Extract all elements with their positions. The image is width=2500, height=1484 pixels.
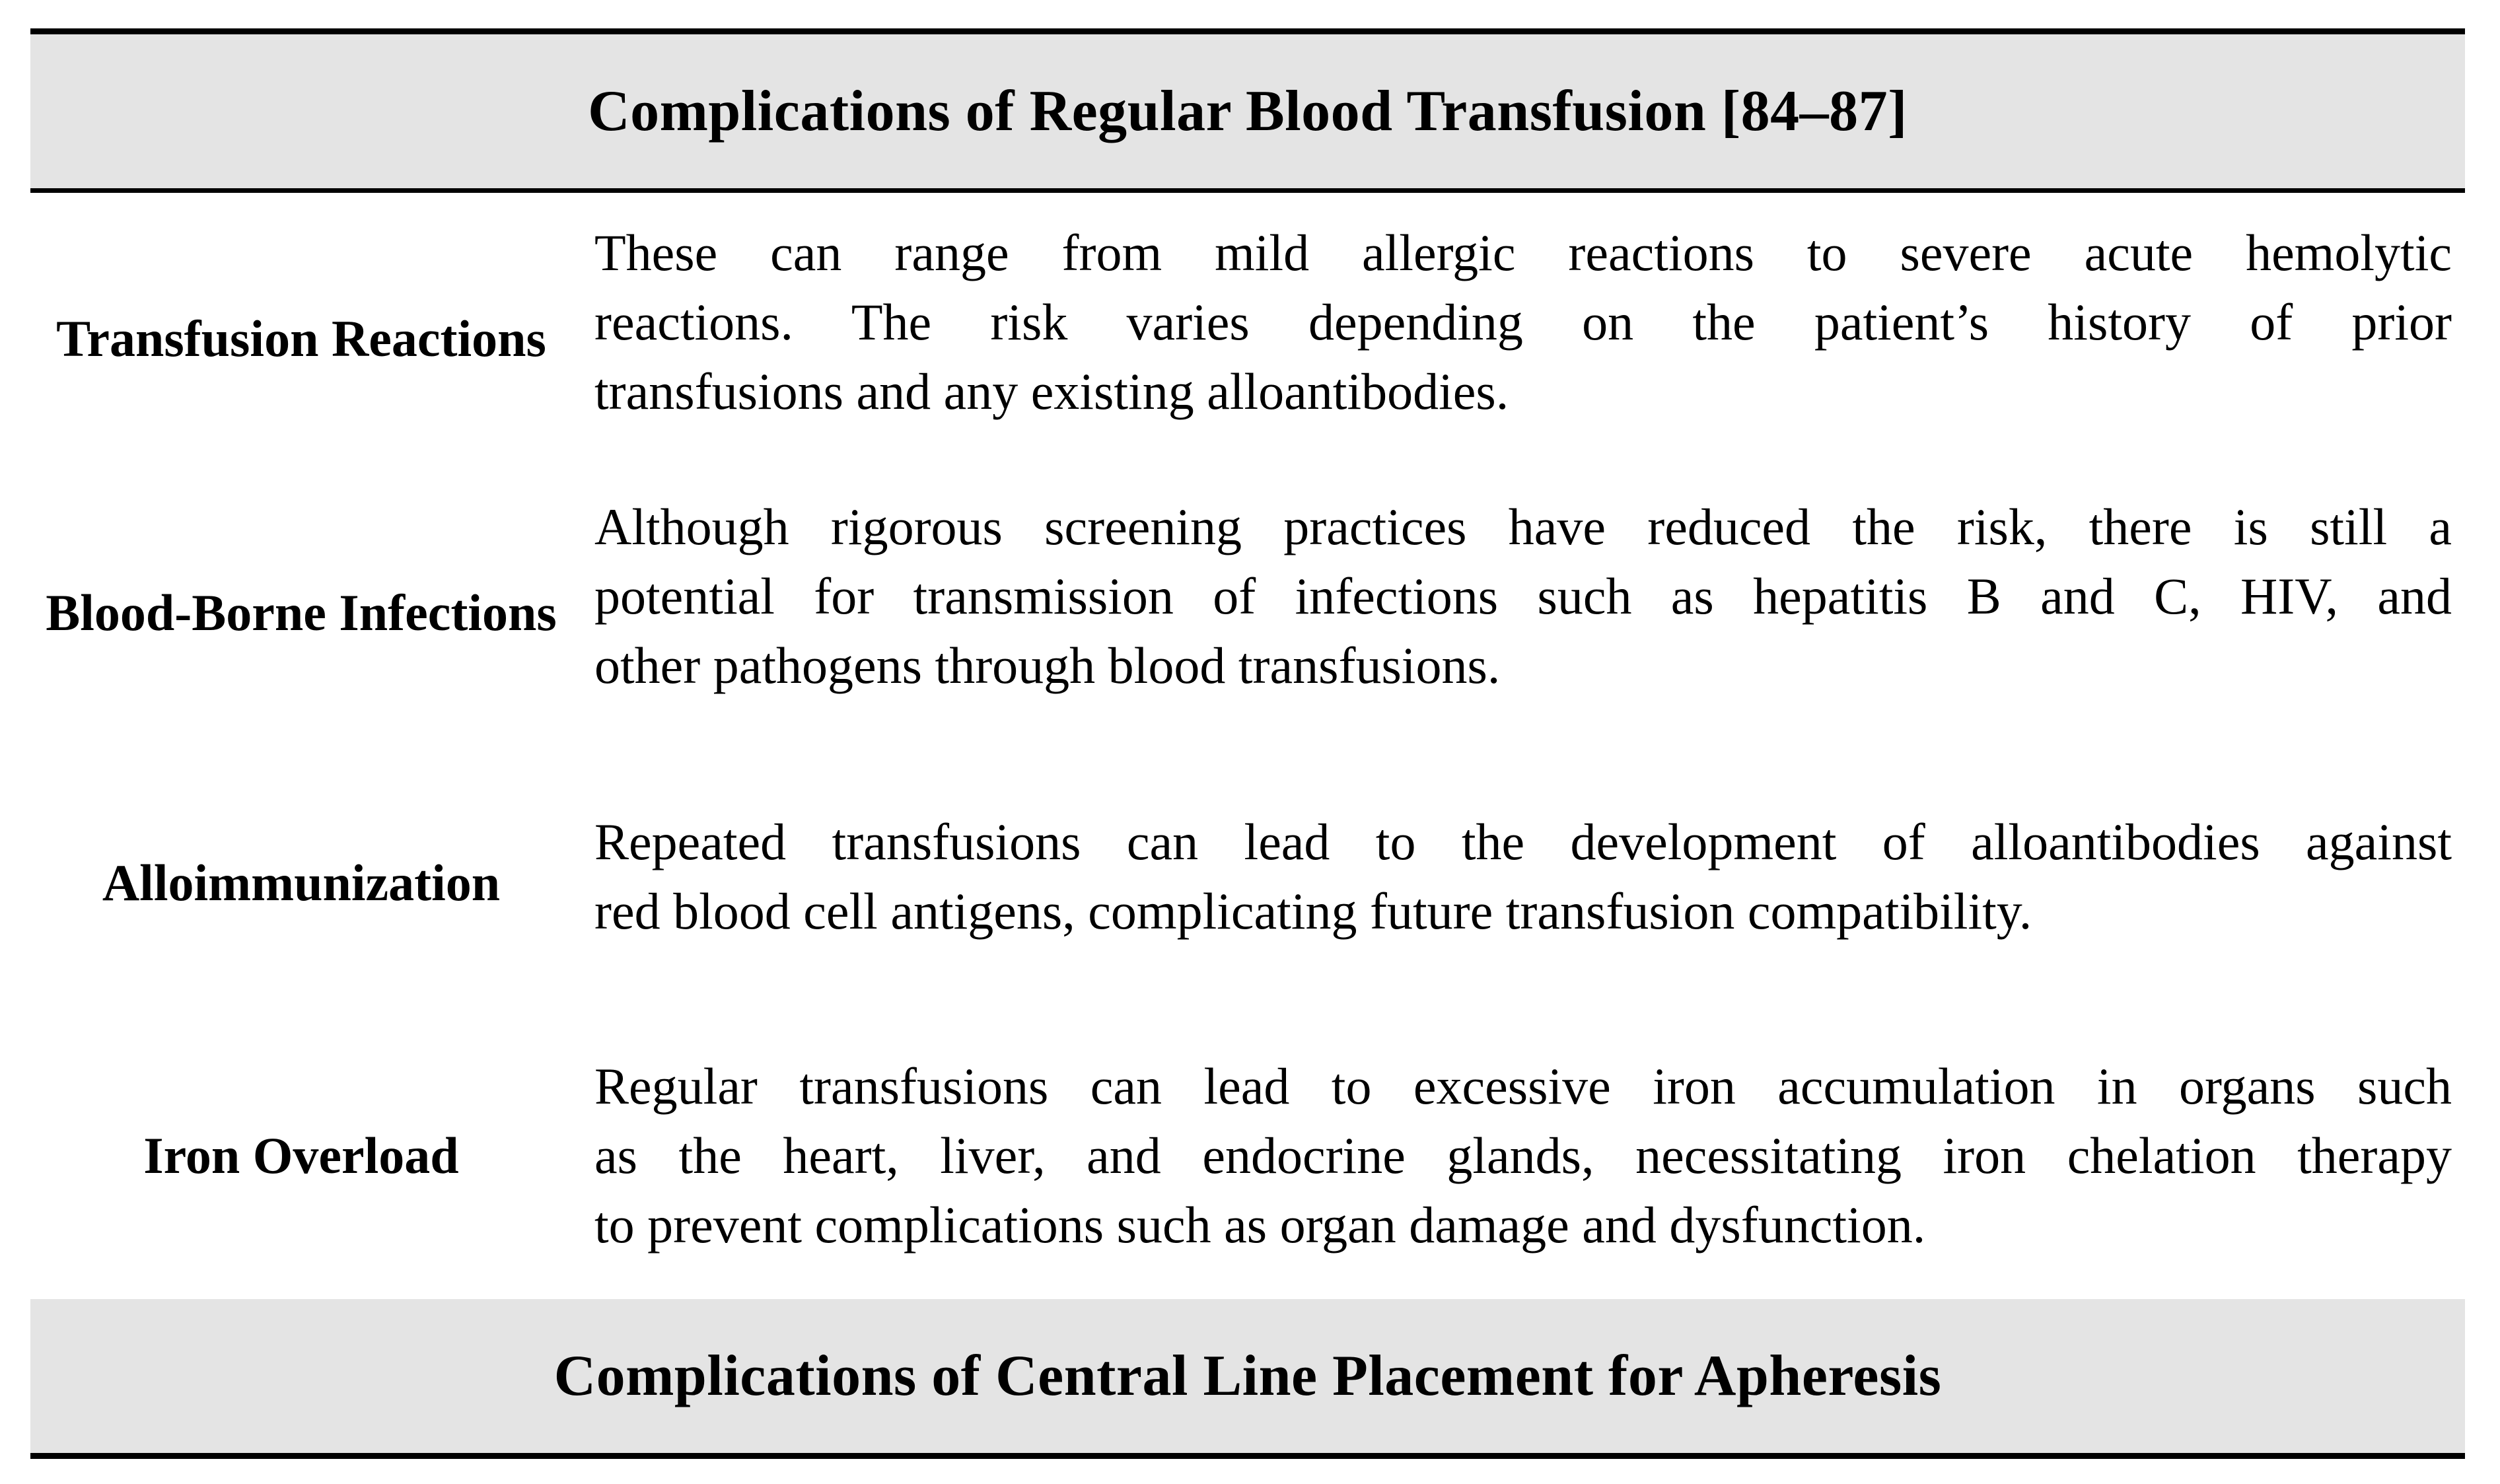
row-description-blood-borne-infections — [572, 450, 2465, 741]
row-description-alloimmunization — [572, 741, 2465, 1012]
section-header-central-line-title: Complications of Central Line Placement for Apheresis — [554, 1344, 1942, 1408]
row-description-transfusion-reactions — [572, 193, 2465, 450]
section-header-blood-transfusion-title: Complications of Regular Blood Transfusion [84–87] — [588, 79, 1908, 143]
table-row-transfusion-reactions — [30, 193, 2465, 450]
row-label-alloimmunization: Alloimmunization — [102, 854, 501, 911]
row-label-iron-overload: Iron Overload — [143, 1126, 459, 1184]
description-line: Regular transfusions can lead to excessive iron accumulation in organs such — [594, 1057, 2452, 1115]
row-label-blood-borne-infections: Blood-Borne Infections — [46, 584, 557, 641]
description-line: reactions. The risk varies depending on the patient’s history of prior — [594, 293, 2452, 351]
complications-table — [30, 28, 2465, 1459]
description-line: These can range from mild allergic reactions to severe acute hemolytic — [594, 223, 2452, 281]
description-line: transfusions and any existing alloantibodies. — [594, 362, 1509, 420]
description-line: to prevent complications such as organ damage and dysfunction. — [594, 1196, 1926, 1254]
description-line: Although rigorous screening practices have reduced the risk, there is still a — [594, 497, 2452, 555]
row-description-iron-overload — [572, 1012, 2465, 1299]
description-line: red blood cell antigens, complicating future transfusion compatibility. — [594, 882, 2032, 940]
section-header-blood-transfusion — [30, 34, 2465, 193]
section-header-central-line — [30, 1299, 2465, 1453]
description-line: potential for transmission of infections such as hepatitis B and C, HIV, and — [594, 567, 2452, 625]
table-row-alloimmunization — [30, 741, 2465, 1012]
table-row-blood-borne-infections — [30, 450, 2465, 741]
table-row-iron-overload — [30, 1012, 2465, 1299]
table-body — [30, 193, 2465, 1299]
row-label-transfusion-reactions: Transfusion Reactions — [56, 310, 546, 367]
description-line: other pathogens through blood transfusions. — [594, 636, 1501, 694]
description-line: Repeated transfusions can lead to the development of alloantibodies against — [594, 813, 2452, 870]
description-line: as the heart, liver, and endocrine glands, necessitating iron chelation therapy — [594, 1127, 2452, 1184]
